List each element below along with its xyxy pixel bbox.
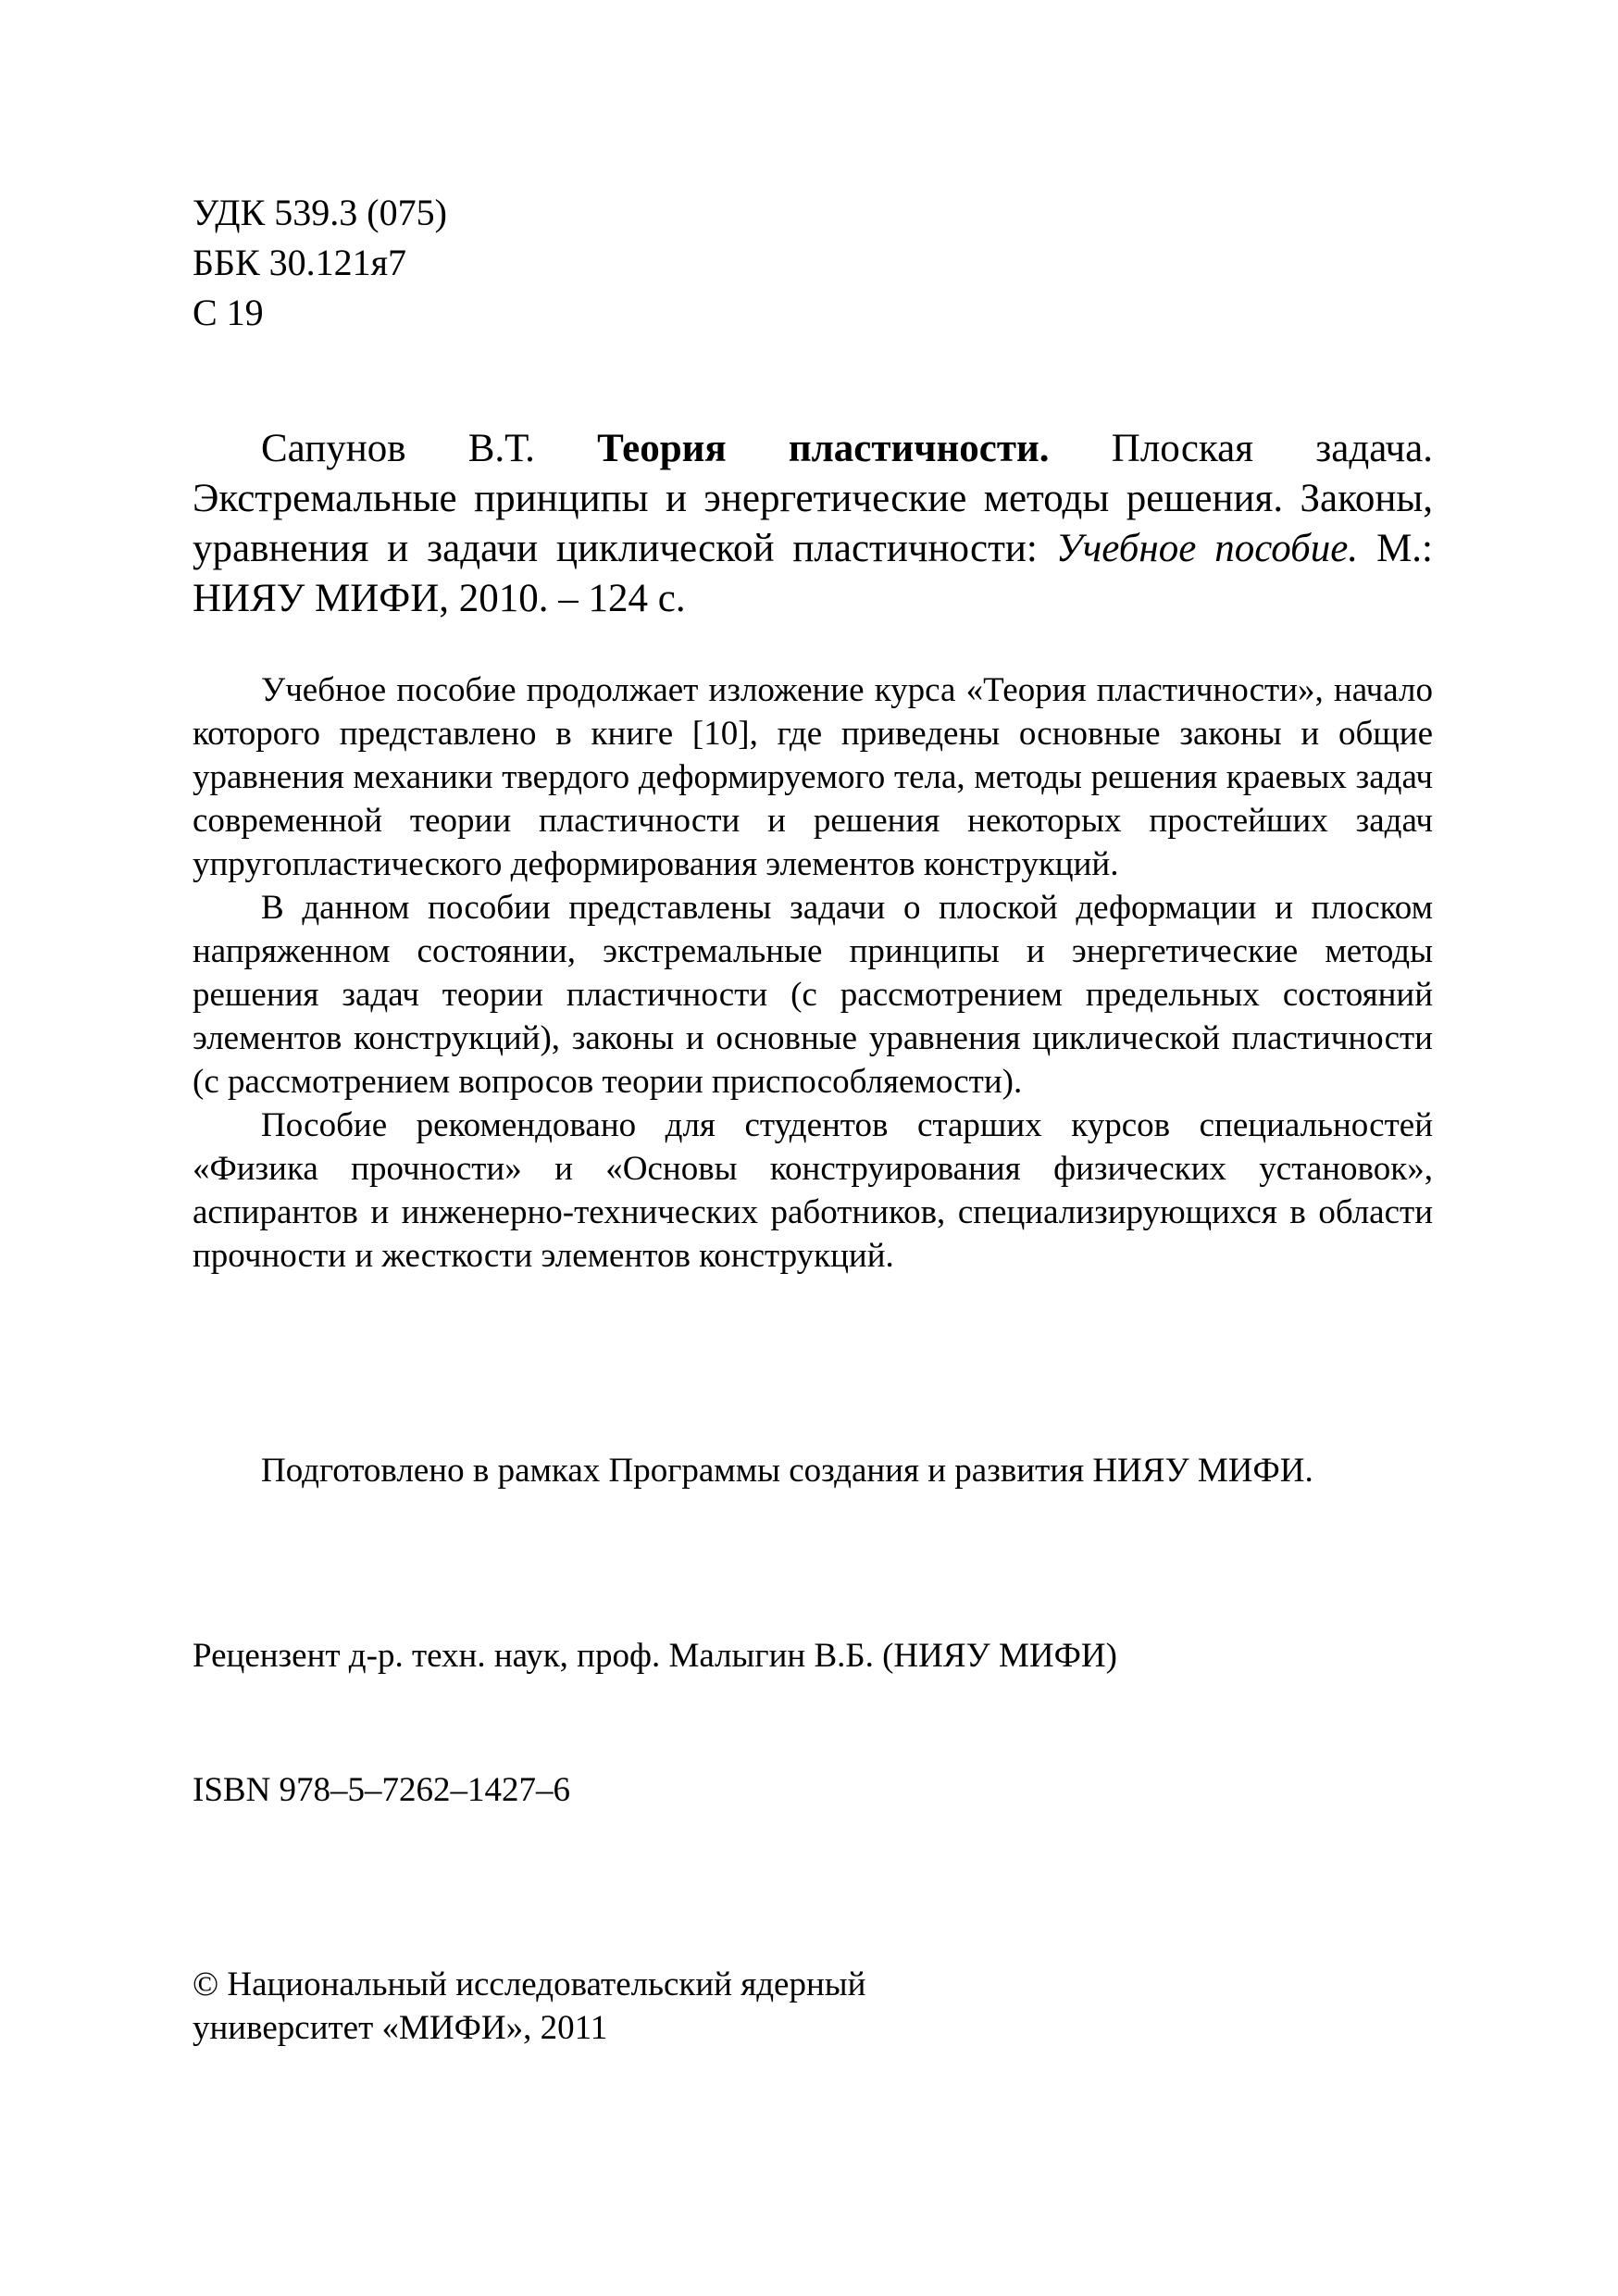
- publication-type: Учебное пособие.: [1055, 527, 1359, 570]
- annotation-paragraph: Учебное пособие продолжает изложение курса «Теория пластичности», начало которого представлено в книге [10], где приведены основные законы и общие уравнения механики твердого деформируемого тела, методы решения краевых задач современной теории пластичности и решения некоторых простейших задач упругопластического деформирования элементов конструкций.: [193, 671, 1433, 883]
- copyright-line: © Национальный исследовательский ядерный: [193, 1965, 866, 2003]
- reviewer: Рецензент д-р. техн. наук, проф. Малыгин В.Б. (НИЯУ МИФИ): [193, 1637, 1117, 1675]
- copyright-line: университет «МИФИ», 2011: [193, 2009, 608, 2047]
- book-title: Теория пластичности.: [597, 427, 1050, 470]
- copyright: [193, 1963, 1433, 2050]
- book-subtitle: Плоская задача. Экстремальные принципы и энергетические методы решения. Законы, уравнения и задачи циклической пластичности:: [193, 427, 1434, 570]
- isbn: ISBN 978–5–7262–1427–6: [193, 1771, 571, 1809]
- udk-code: УДК 539.3 (075): [193, 192, 447, 233]
- classification-codes: [193, 188, 1433, 338]
- program-note: Подготовлено в рамках Программы создания и развития НИЯУ МИФИ.: [261, 1452, 1313, 1490]
- annotation: [193, 668, 1433, 1278]
- bibliographic-record: [193, 424, 1433, 624]
- bbk-code: ББК 30.121я7: [193, 242, 407, 283]
- author: Сапунов В.Т.: [261, 427, 535, 470]
- publisher: М.: НИЯУ МИФИ, 2010. – 124 с.: [193, 527, 1434, 620]
- annotation-paragraph: В данном пособии представлены задачи о плоской деформации и плоском напряженном состоянии, экстремальные принципы и энергетические методы решения задач теории пластичности (с рассмотрением предельных состояний элементов конструкций), законы и основные уравнения циклической пластичности (с рассмотрением вопросов теории приспособляемости).: [193, 889, 1433, 1101]
- author-mark: С 19: [193, 292, 264, 333]
- annotation-paragraph: Пособие рекомендовано для студентов старших курсов специальностей «Физика прочности» и «Основы конструирования физических установок», аспирантов и инженерно-технических работников, специализирующихся в области прочности и жесткости элементов конструкций.: [193, 1106, 1433, 1275]
